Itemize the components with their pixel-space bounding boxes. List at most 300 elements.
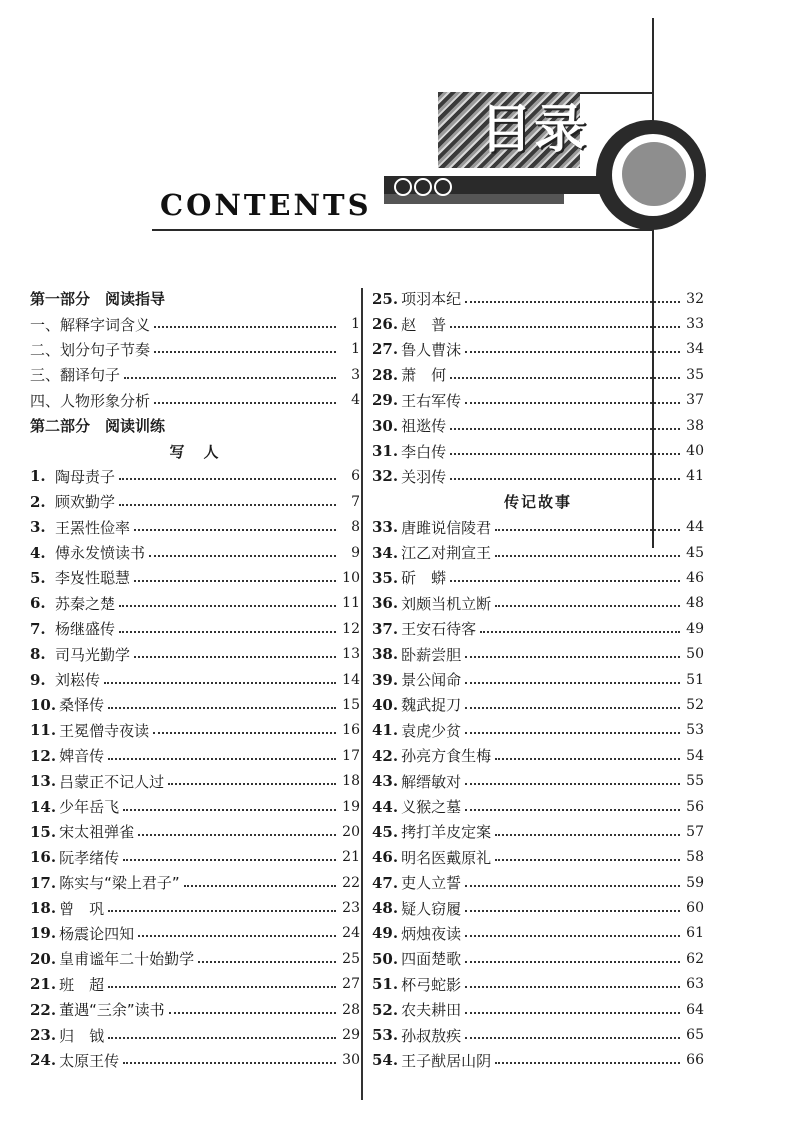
entry-page-number: 54 [686,747,704,764]
dot-leader [465,707,680,709]
entry-number: 7. [30,619,46,638]
dot-leader [480,631,680,633]
entry-number: 45. [372,822,399,841]
entry-title: 吏人立誓 [401,874,462,893]
entry-page-number: 64 [686,1001,704,1018]
entry-page-number: 60 [686,900,704,917]
column-divider [361,288,363,1100]
entry-page-number: 37 [686,392,704,409]
toc-entry[interactable] [372,718,704,743]
toc-entry[interactable] [372,438,704,463]
entry-title: 李白传 [401,442,447,461]
entry-number: 29. [372,391,399,410]
dot-leader [123,809,336,811]
entry-title: 杨震论四知 [59,924,135,943]
entry-title: 王冕僧寺夜读 [59,721,150,740]
entry-page-number: 45 [686,544,704,561]
entry-number: 33. [372,518,399,537]
entry-page-number: 3 [351,366,360,383]
entry-page-number: 1 [351,341,360,358]
dot-leader [104,682,336,684]
dot-leader [154,326,336,328]
entry-title: 归 钺 [59,1026,105,1045]
entry-page-number: 17 [342,747,360,764]
dot-leader [495,758,680,760]
entry-title: 司马光勤学 [55,645,131,664]
dot-leader [154,351,336,353]
entry-number: 48. [372,899,399,918]
toc-entry[interactable] [372,997,704,1022]
toc-entry[interactable] [372,591,704,616]
toc-entry[interactable] [30,870,360,895]
toc-entry[interactable] [30,1022,360,1047]
entry-number: 47. [372,873,399,892]
entry-number: 49. [372,924,399,943]
entry-number: 20. [30,949,57,968]
entry-page-number: 30 [342,1052,360,1069]
entry-page-number: 50 [686,646,704,663]
entry-number: 34. [372,543,399,562]
entry-number: 26. [372,315,399,334]
ring-ornament-inner [622,142,686,206]
dot-leader [138,935,336,937]
toc-entry[interactable] [30,819,360,844]
dot-leader [465,809,680,811]
entry-number: 2. [30,492,46,511]
entry-number: 39. [372,670,399,689]
entry-number: 41. [372,721,399,740]
entry-page-number: 24 [342,925,360,942]
entry-title: 孙亮方食生梅 [401,747,492,766]
toc-entry[interactable] [30,1048,360,1073]
entry-title: 二、划分句子节奏 [30,340,151,359]
entry-title: 一、解释字词含义 [30,315,151,334]
part-heading-text: 第一部分 阅读指导 [30,290,166,309]
toc-entry[interactable] [372,515,704,540]
entry-title: 董遇“三余”读书 [59,1001,165,1020]
entry-number: 22. [30,1000,57,1019]
dot-leader [119,605,336,607]
entry-page-number: 48 [686,595,704,612]
toc-entry[interactable] [372,286,704,311]
toc-entry[interactable] [372,1022,704,1047]
entry-page-number: 10 [342,569,360,586]
toc-entry[interactable] [30,565,360,590]
entry-number: 17. [30,873,57,892]
entry-title: 唐雎说信陵君 [401,518,492,537]
entry-number: 13. [30,772,57,791]
header-title-en: CONTENTS [160,188,372,222]
dot-leader [138,834,336,836]
entry-page-number: 59 [686,874,704,891]
dot-leader [450,326,680,328]
toc-entry[interactable] [372,921,704,946]
dot-leader [465,1037,680,1039]
dot-leader [450,580,680,582]
entry-number: 8. [30,645,46,664]
entry-page-number: 35 [686,366,704,383]
entry-number: 11. [30,721,57,740]
entry-number: 16. [30,848,57,867]
toc-entry[interactable] [30,641,360,666]
entry-title: 魏武捉刀 [401,696,462,715]
toc-entry[interactable] [372,743,704,768]
entry-title: 王罴性俭率 [55,518,131,537]
entry-title: 关羽传 [401,467,447,486]
entry-page-number: 33 [686,316,704,333]
dot-leader [495,555,680,557]
toc-entry[interactable] [372,870,704,895]
entry-title: 萧 何 [401,366,447,385]
entry-page-number: 13 [342,646,360,663]
dot-leader [495,859,680,861]
dot-leader [465,301,680,303]
entry-page-number: 22 [342,874,360,891]
dot-leader [108,986,336,988]
entry-number: 14. [30,797,57,816]
entry-title: 孙叔敖疾 [401,1026,462,1045]
entry-number: 25. [372,289,399,308]
dot-leader [149,555,336,557]
dot-leader [108,758,336,760]
entry-page-number: 66 [686,1052,704,1069]
dot-leader [495,834,680,836]
entry-number: 19. [30,924,57,943]
dot-leader [450,453,680,455]
entry-page-number: 21 [342,849,360,866]
entry-page-number: 61 [686,925,704,942]
entry-title: 王子猷居山阴 [401,1051,492,1070]
entry-title: 卧薪尝胆 [401,645,462,664]
entry-page-number: 11 [342,595,360,612]
entry-page-number: 40 [686,443,704,460]
toc-entry[interactable] [372,565,704,590]
dot-leader [154,402,336,404]
entry-title: 刘颇当机立断 [401,594,492,613]
toc-entry[interactable] [372,1048,704,1073]
entry-page-number: 52 [686,696,704,713]
dot-leader [134,529,336,531]
entry-number: 38. [372,645,399,664]
entry-title: 桑怿传 [59,696,105,715]
entry-number: 37. [372,619,399,638]
toc-entry[interactable] [30,591,360,616]
entry-title: 四、人物形象分析 [30,391,151,410]
entry-page-number: 4 [351,392,360,409]
entry-title: 顾欢勤学 [55,493,116,512]
entry-number: 54. [372,1051,399,1070]
section-heading [372,489,704,514]
entry-number: 36. [372,594,399,613]
entry-page-number: 19 [342,798,360,815]
toc-entry[interactable] [372,895,704,920]
dot-leader [465,351,680,353]
dot-leader [119,631,336,633]
entry-title: 阮孝绪传 [59,848,120,867]
toc-entry[interactable] [372,616,704,641]
dot-leader [123,1062,336,1064]
entry-title: 袁虎少贫 [401,721,462,740]
dot-leader [465,783,680,785]
toc-entry[interactable] [30,794,360,819]
entry-number: 3. [30,518,46,537]
dot-leader [495,1062,680,1064]
entry-title: 赵 普 [401,315,447,334]
entry-page-number: 51 [686,671,704,688]
entry-title: 农夫耕田 [401,1001,462,1020]
dot-leader [184,885,336,887]
section-heading-text: 传记故事 [503,493,572,512]
toc-entry[interactable] [30,718,360,743]
entry-page-number: 56 [686,798,704,815]
entry-number: 12. [30,746,57,765]
entry-number: 6. [30,594,46,613]
entry-title: 李岌性聪慧 [55,569,131,588]
toc-entry[interactable] [30,667,360,692]
dot-leader [108,1037,336,1039]
entry-title: 宋太祖弹雀 [59,823,135,842]
entry-page-number: 18 [342,773,360,790]
toc-entry[interactable] [30,540,360,565]
toc-entry[interactable] [372,972,704,997]
toc-entry[interactable] [372,692,704,717]
part-heading [30,286,360,311]
entry-title: 义猴之墓 [401,798,462,816]
entry-number: 1. [30,467,46,486]
entry-number: 51. [372,975,399,994]
section-heading-text: 写 人 [169,442,221,461]
entry-number: 5. [30,568,46,587]
entry-title: 解缙敏对 [401,772,462,791]
entry-page-number: 25 [342,950,360,967]
toc-entry[interactable] [30,616,360,641]
entry-title: 明名医戴原礼 [401,848,492,867]
dot-leader [465,732,680,734]
dot-leader [108,910,336,912]
circle-ornament [414,178,432,196]
dot-leader [124,377,336,379]
entry-title: 刘崧传 [55,671,101,690]
entry-title: 陈实与“梁上君子” [59,874,180,893]
entry-number: 52. [372,1000,399,1019]
entry-page-number: 12 [342,620,360,637]
entry-number: 15. [30,822,57,841]
entry-title: 吕蒙正不记人过 [59,772,165,791]
entry-page-number: 49 [686,620,704,637]
toc-entry[interactable] [372,362,704,387]
entry-number: 23. [30,1026,57,1045]
entry-number: 35. [372,568,399,587]
header-horizontal-rule [152,229,652,231]
entry-number: 32. [372,467,399,486]
entry-title: 王安石待客 [401,620,477,639]
entry-page-number: 58 [686,849,704,866]
toc-entry[interactable] [372,768,704,793]
entry-title: 四面楚歌 [401,950,462,969]
toc-entry[interactable] [372,337,704,362]
entry-page-number: 14 [342,671,360,688]
entry-number: 4. [30,543,46,562]
toc-entry[interactable] [30,845,360,870]
dot-leader [465,935,680,937]
entry-page-number: 28 [342,1001,360,1018]
dot-leader [108,707,336,709]
toc-right-column [372,286,704,1073]
toc-entry[interactable] [372,388,704,413]
entry-page-number: 15 [342,696,360,713]
dot-leader [495,605,680,607]
entry-page-number: 38 [686,417,704,434]
dot-leader [119,504,336,506]
entry-page-number: 23 [342,900,360,917]
toc-entry[interactable] [30,362,360,387]
entry-number: 28. [372,365,399,384]
entry-page-number: 62 [686,950,704,967]
toc-entry[interactable] [372,641,704,666]
entry-title: 苏秦之楚 [55,594,116,613]
toc-entry[interactable] [372,819,704,844]
dot-leader [465,910,680,912]
toc-entry[interactable] [372,311,704,336]
entry-number: 18. [30,899,57,918]
entry-title: 拷打羊皮定案 [401,823,492,842]
dot-leader [134,580,336,582]
dot-leader [450,478,680,480]
entry-page-number: 34 [686,341,704,358]
entry-page-number: 63 [686,976,704,993]
toc-entry[interactable] [372,540,704,565]
entry-page-number: 29 [342,1027,360,1044]
toc-entry[interactable] [30,972,360,997]
entry-number: 27. [372,340,399,359]
toc-entry[interactable] [372,794,704,819]
entry-number: 44. [372,797,399,816]
dot-leader [465,961,680,963]
entry-title: 太原王传 [59,1051,120,1070]
toc-entry[interactable] [30,489,360,514]
toc-entry[interactable] [372,413,704,438]
dot-leader [465,885,680,887]
entry-page-number: 44 [686,519,704,536]
entry-number: 21. [30,975,57,994]
entry-title: 傅永发愤读书 [55,544,146,563]
entry-title: 鲁人曹沫 [401,340,462,359]
entry-number: 10. [30,695,57,714]
dot-leader [465,682,680,684]
dot-leader [153,732,336,734]
entry-title: 陶母责子 [55,467,116,486]
entry-number: 9. [30,670,46,689]
entry-page-number: 41 [686,468,704,485]
toc-entry[interactable] [30,337,360,362]
entry-page-number: 46 [686,569,704,586]
entry-page-number: 65 [686,1027,704,1044]
dot-leader [465,402,680,404]
entry-title: 皇甫谧年二十始勤学 [59,950,195,969]
entry-page-number: 6 [351,468,360,485]
entry-title: 王右军传 [401,391,462,410]
dot-leader [169,1012,336,1014]
entry-page-number: 20 [342,823,360,840]
toc-entry[interactable] [30,743,360,768]
toc-entry[interactable] [30,515,360,540]
toc-entry[interactable] [30,692,360,717]
section-heading [30,438,360,463]
entry-number: 43. [372,772,399,791]
entry-page-number: 1 [351,316,360,333]
entry-title: 江乙对荆宣王 [401,544,492,563]
entry-title: 斫 蟒 [401,569,447,588]
entry-title: 景公闻命 [401,671,462,690]
dot-leader [450,377,680,379]
entry-title: 炳烛夜读 [401,924,462,943]
entry-page-number: 9 [351,544,360,561]
toc-entry[interactable] [372,667,704,692]
toc-entry[interactable] [30,311,360,336]
entry-title: 婢音传 [59,747,105,766]
header-title-cn: 目录 [480,100,589,160]
dot-leader [465,656,680,658]
entry-title: 班 超 [59,975,105,994]
entry-page-number: 57 [686,823,704,840]
entry-page-number: 27 [342,976,360,993]
dot-leader [198,961,336,963]
entry-number: 53. [372,1026,399,1045]
header-band-step [384,194,564,204]
circle-ornament [394,178,412,196]
dot-leader [495,529,680,531]
circle-ornament [434,178,452,196]
dot-leader [123,859,336,861]
entry-number: 50. [372,949,399,968]
entry-page-number: 32 [686,290,704,307]
entry-title: 杯弓蛇影 [401,975,462,994]
entry-title: 项羽本纪 [401,290,462,309]
toc-entry[interactable] [30,921,360,946]
entry-number: 24. [30,1051,57,1070]
dot-leader [465,1012,680,1014]
toc-entry[interactable] [30,895,360,920]
toc-entry[interactable] [30,997,360,1022]
dot-leader [168,783,336,785]
entry-number: 40. [372,695,399,714]
entry-title: 疑人窃履 [401,899,462,918]
entry-page-number: 55 [686,773,704,790]
toc-entry[interactable] [30,946,360,971]
entry-title: 曾 巩 [59,899,105,918]
toc-entry[interactable] [30,768,360,793]
entry-number: 31. [372,442,399,461]
toc-entry[interactable] [30,464,360,489]
toc-entry[interactable] [372,946,704,971]
toc-entry[interactable] [372,464,704,489]
dot-leader [450,428,680,430]
toc-entry[interactable] [30,388,360,413]
entry-title: 少年岳飞 [59,798,120,816]
dot-leader [465,986,680,988]
dot-leader [119,478,336,480]
entry-number: 30. [372,416,399,435]
entry-page-number: 7 [351,493,360,510]
dot-leader [134,656,336,658]
entry-page-number: 53 [686,722,704,739]
entry-title: 杨继盛传 [55,620,116,639]
entry-page-number: 16 [342,722,360,739]
entry-number: 42. [372,746,399,765]
part-heading [30,413,360,438]
toc-entry[interactable] [372,845,704,870]
toc-left-column [30,286,360,1073]
